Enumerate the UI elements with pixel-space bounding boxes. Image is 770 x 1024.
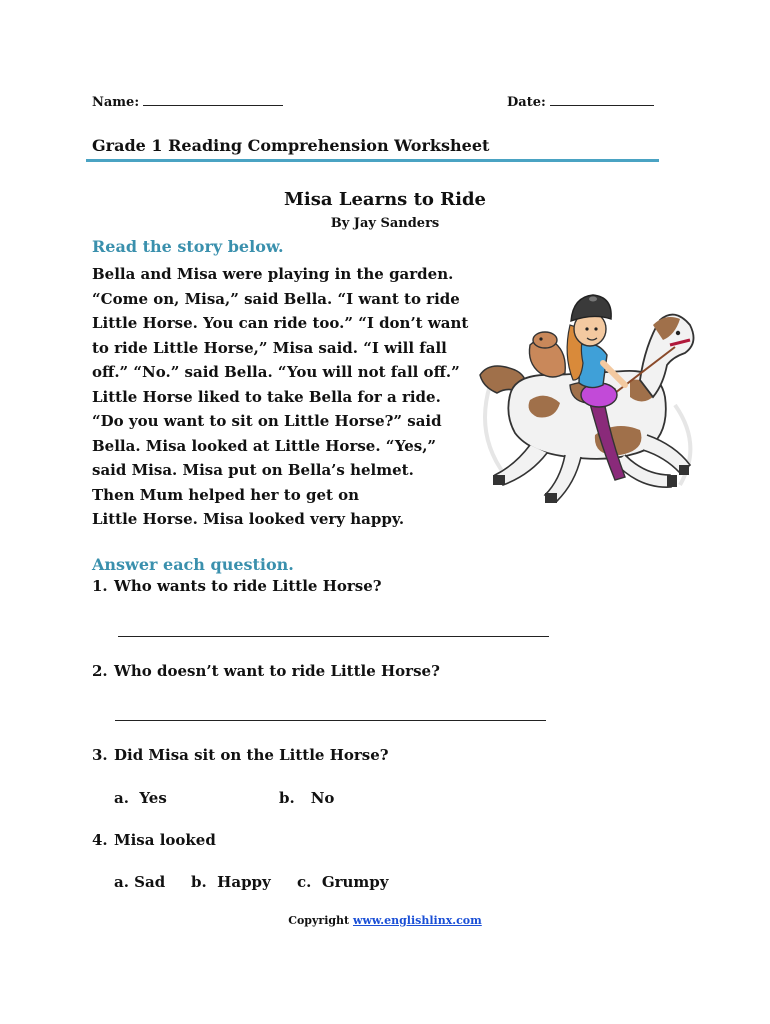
story-line: Little Horse liked to take Bella for a ride. [92,387,441,406]
questions-heading: Answer each question. [92,555,294,574]
girl-riding-horse-illustration [475,285,705,510]
answer-line-1[interactable] [118,636,549,637]
englishlinx-link[interactable]: www.englishlinx.com [352,914,482,927]
option-3a[interactable] [114,789,167,807]
option-3b[interactable] [279,789,334,807]
option-text: Grumpy [321,873,389,891]
story-line: Little Horse. Misa looked very happy. [92,510,405,528]
option-letter: c. [297,873,312,891]
question-3 [92,746,389,764]
worksheet-title: Grade 1 Reading Comprehension Worksheet [92,136,490,155]
story-line: “Do you want to sit on Little Horse?” said [92,412,442,430]
name-blank-line[interactable] [143,93,283,106]
answer-line-2[interactable] [115,720,546,721]
option-text: Happy [217,873,271,891]
option-4a[interactable] [114,873,165,891]
question-text: Who doesn’t want to ride Little Horse? [114,662,440,680]
story-line: off.” “No.” said Bella. “You will not fall off.” [92,363,460,381]
question-number: 3. [92,746,108,764]
story-line: Then Mum helped her to get on [92,485,360,504]
option-letter: b. [279,789,295,807]
story-line: to ride Little Horse,” Misa said. “I will fall [92,338,447,357]
question-number: 1. [92,577,108,595]
question-1 [92,577,382,595]
story-line: Bella. Misa looked at Little Horse. “Yes,” [92,436,437,455]
story-line: Bella and Misa were playing in the garden. [92,265,454,283]
option-text: a. Sad [114,873,166,891]
story-instruction: Read the story below. [92,237,284,256]
copyright-footer [0,914,770,927]
option-letter: b. [191,873,207,891]
option-4b[interactable] [191,873,271,891]
question-text: Did Misa sit on the Little Horse? [114,746,389,764]
date-field[interactable] [507,93,654,110]
story-line: “Come on, Misa,” said Bella. “I want to ride [92,289,460,308]
story-line: Little Horse. You can ride too.” “I don’t want [92,314,469,332]
question-2 [92,662,440,680]
question-text: Misa looked [114,831,216,849]
story-byline: By Jay Sanders [330,216,440,231]
story-title: Misa Learns to Ride [284,189,486,210]
option-letter: a. [114,789,129,807]
option-4c[interactable] [297,873,389,891]
name-field[interactable] [92,93,283,110]
question-number: 4. [92,831,108,849]
copyright-label: Copyright [288,914,350,927]
option-text: Yes [139,789,167,807]
name-label: Name: [92,95,140,110]
story-text [92,262,472,532]
title-divider [86,159,659,162]
option-text: No [310,789,335,807]
story-line: said Misa. Misa put on Bella’s helmet. [92,461,414,479]
date-label: Date: [507,95,546,110]
date-blank-line[interactable] [550,93,654,106]
question-text: Who wants to ride Little Horse? [114,577,382,595]
question-number: 2. [92,662,108,680]
question-4 [92,831,216,849]
